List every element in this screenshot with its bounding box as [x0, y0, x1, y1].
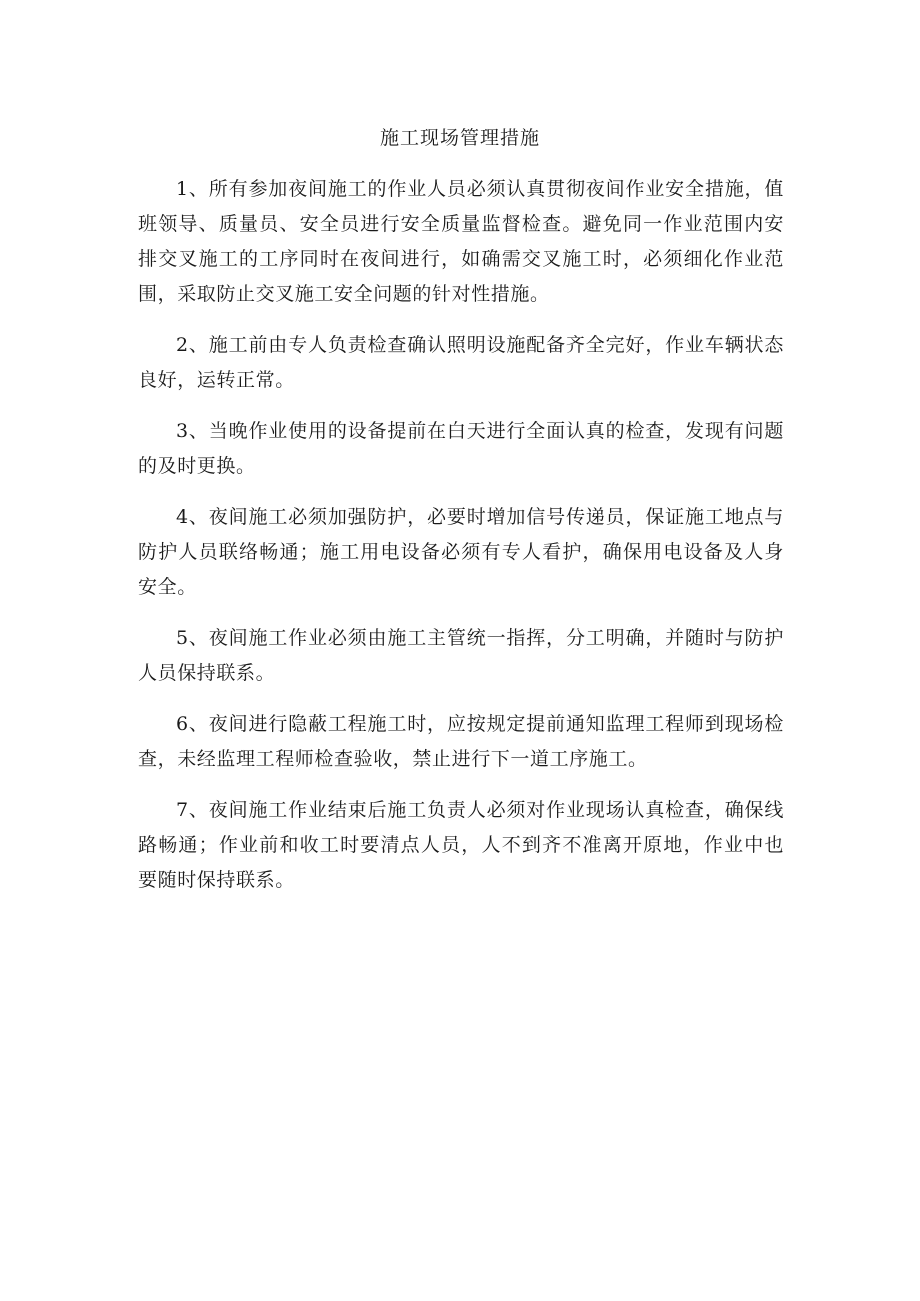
- paragraph-5: 5、夜间施工作业必须由施工主管统一指挥，分工明确，并随时与防护人员保持联系。: [138, 627, 784, 684]
- document-title: 施工现场管理措施: [379, 127, 540, 149]
- paragraph-1: 1、所有参加夜间施工的作业人员必须认真贯彻夜间作业安全措施，值班领导、质量员、安全员进行安全质量监督检查。避免同一作业范围内安排交叉施工的工序同时在夜间进行，如确需交叉施工时，必须细化作业范围，采取防止交叉施工安全问题的针对性措施。: [138, 178, 784, 305]
- paragraph-4: 4、夜间施工必须加强防护，必要时增加信号传递员，保证施工地点与防护人员联络畅通；施工用电设备必须有专人看护，确保用电设备及人身安全。: [138, 506, 784, 598]
- document-body: [138, 172, 784, 914]
- paragraph-6: 6、夜间进行隐蔽工程施工时，应按规定提前通知监理工程师到现场检查，未经监理工程师检查验收，禁止进行下一道工序施工。: [138, 713, 784, 770]
- paragraph-7: 7、夜间施工作业结束后施工负责人必须对作业现场认真检查，确保线路畅通；作业前和收工时要清点人员，人不到齐不准离开原地，作业中也要随时保持联系。: [138, 799, 784, 891]
- paragraph-3: 3、当晚作业使用的设备提前在白天进行全面认真的检查，发现有问题的及时更换。: [138, 420, 784, 477]
- paragraph-2: 2、施工前由专人负责检查确认照明设施配备齐全完好，作业车辆状态良好，运转正常。: [138, 334, 784, 391]
